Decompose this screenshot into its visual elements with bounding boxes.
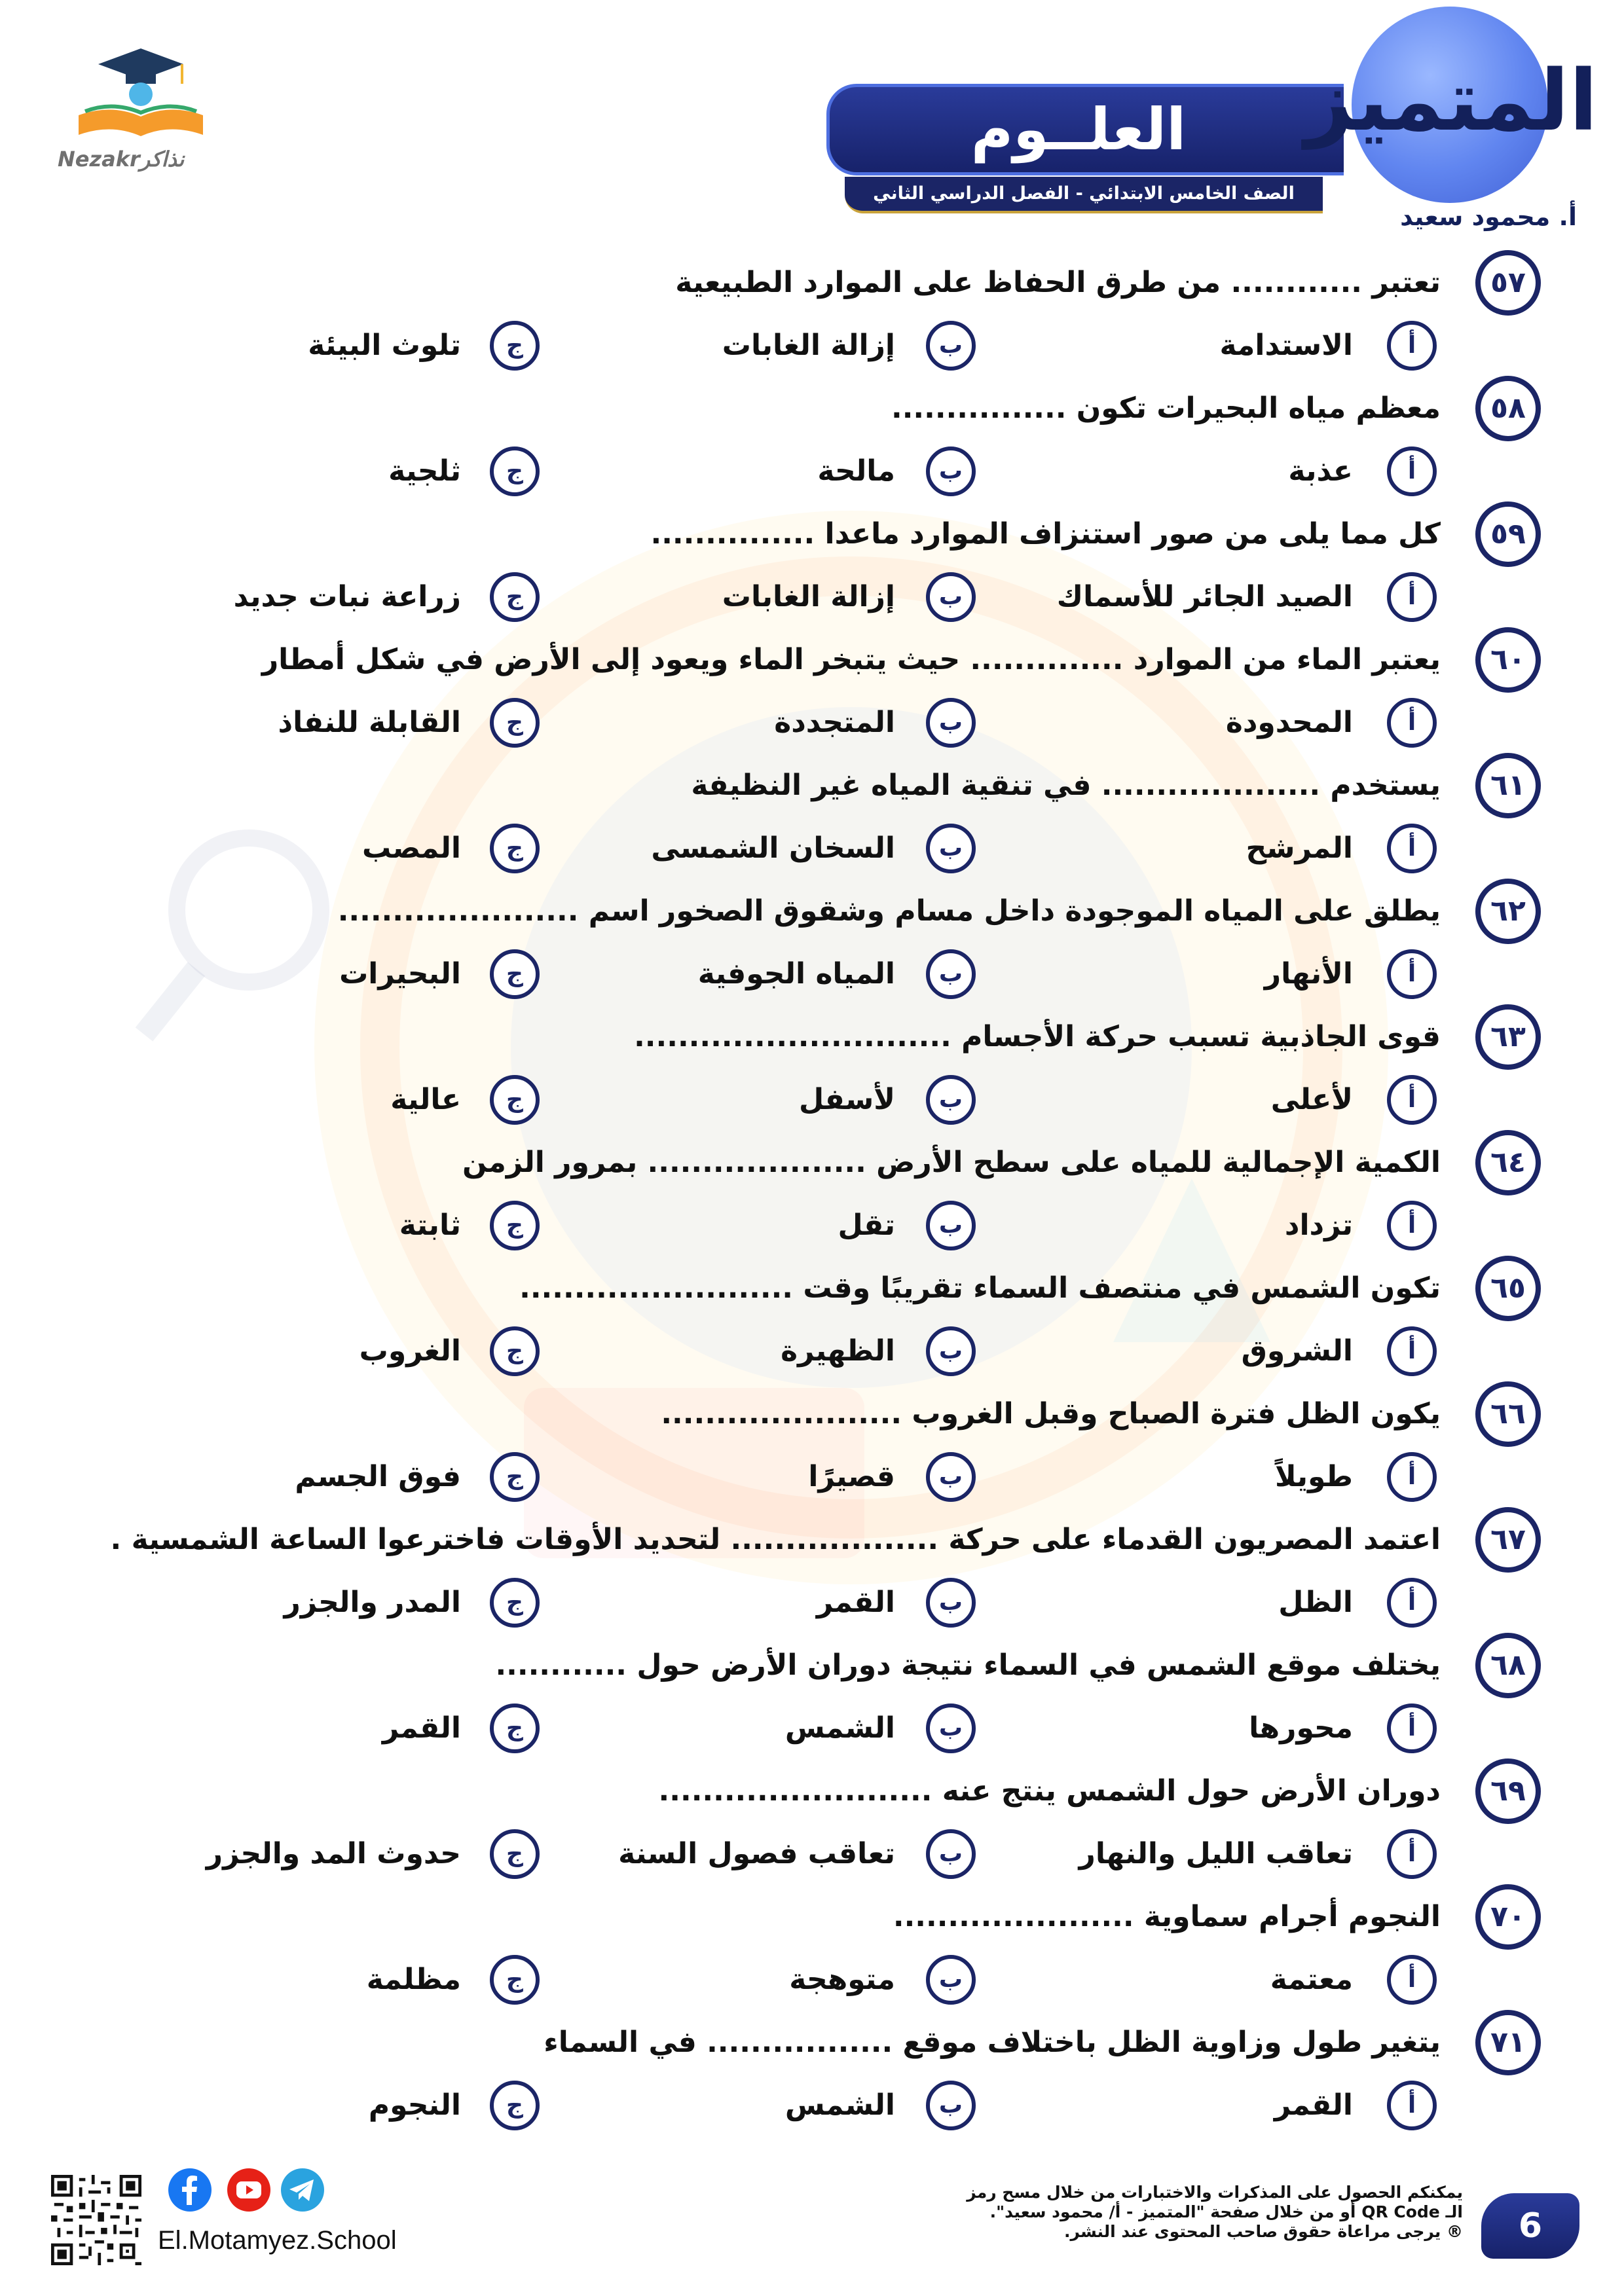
option-a-letter: أ <box>1387 1075 1437 1125</box>
options-row <box>0 566 1624 629</box>
option-b-letter: ب <box>926 1704 976 1753</box>
option-a-letter: أ <box>1387 1829 1437 1879</box>
question-number-badge: ٦١ <box>1475 753 1541 818</box>
question-64 <box>0 1131 1624 1257</box>
option-b-letter: ب <box>926 1201 976 1250</box>
option-a-text: الأنهار <box>1264 957 1353 991</box>
option-b-text: مالحة <box>817 454 895 488</box>
option-b-letter: ب <box>926 698 976 748</box>
question-number-badge: ٧٠ <box>1475 1884 1541 1950</box>
option-c-letter: ج <box>490 1452 540 1502</box>
options-row <box>0 1697 1624 1760</box>
option-b-letter: ب <box>926 1578 976 1628</box>
question-58 <box>0 377 1624 503</box>
question-text: كل مما يلى من صور استنزاف الموارد ماعدا ............... <box>650 517 1441 551</box>
options-row <box>0 1446 1624 1508</box>
grade-term-text: الصف الخامس الابتدائي - الفصل الدراسي الثاني <box>873 183 1295 204</box>
school-handle[interactable]: El.Motamyez.School <box>158 2226 397 2255</box>
option-a-letter: أ <box>1387 1955 1437 2005</box>
question-63 <box>0 1006 1624 1131</box>
option-c-letter: ج <box>490 1578 540 1628</box>
subject-title-bar <box>826 84 1344 175</box>
option-a-text: المحدودة <box>1225 706 1353 739</box>
option-c-text: الغروب <box>359 1334 461 1368</box>
option-a-letter: أ <box>1387 446 1437 496</box>
option-c-text: النجوم <box>368 2088 461 2122</box>
question-60 <box>0 629 1624 754</box>
question-text: معظم مياه البحيرات تكون ................ <box>891 392 1441 425</box>
question-text: النجوم أجرام سماوية ...................... <box>893 1900 1441 1933</box>
options-row <box>0 1823 1624 1886</box>
question-line <box>0 1131 1624 1194</box>
option-c-text: المدر والجزر <box>284 1586 461 1619</box>
option-a-text: لأعلى <box>1270 1083 1353 1116</box>
question-line <box>0 1634 1624 1697</box>
options-row <box>0 1068 1624 1131</box>
options-row <box>0 817 1624 880</box>
option-b-text: الشمس <box>784 2088 895 2122</box>
question-line <box>0 880 1624 943</box>
question-text: يستخدم .................... في تنقية المياه غير النظيفة <box>691 769 1441 802</box>
option-c-text: المصب <box>361 831 461 865</box>
question-61 <box>0 754 1624 880</box>
footer-note-line: يمكنكم الحصول على المذكرات والاختبارات من خلال مسح رمز <box>967 2183 1463 2202</box>
option-c-letter: ج <box>490 1075 540 1125</box>
option-a-text: القمر <box>1274 2088 1353 2122</box>
question-line <box>0 1257 1624 1320</box>
option-c-letter: ج <box>490 1829 540 1879</box>
grade-term-strip <box>845 177 1323 213</box>
option-a-text: معتمة <box>1270 1963 1353 1996</box>
option-b-text: القمر <box>816 1586 895 1619</box>
partner-logo-text <box>58 143 241 175</box>
question-69 <box>0 1760 1624 1886</box>
option-c-letter: ج <box>490 949 540 999</box>
option-b-letter: ب <box>926 321 976 371</box>
option-c-letter: ج <box>490 321 540 371</box>
option-a-text: تزداد <box>1284 1209 1353 1242</box>
option-c-text: ثابتة <box>399 1209 461 1242</box>
question-number-badge: ٦٥ <box>1475 1256 1541 1321</box>
question-line <box>0 629 1624 691</box>
option-c-letter: ج <box>490 698 540 748</box>
question-70 <box>0 1886 1624 2011</box>
option-c-letter: ج <box>490 1326 540 1376</box>
question-line <box>0 377 1624 440</box>
option-b-letter: ب <box>926 1075 976 1125</box>
footer-notes <box>874 2183 1463 2242</box>
question-text: يعتبر الماء من الموارد .............. حيث يتبخر الماء ويعود إلى الأرض في شكل أمطار <box>261 643 1441 676</box>
question-number-badge: ٦٤ <box>1475 1130 1541 1195</box>
option-c-text: القمر <box>382 1711 461 1745</box>
option-a-letter: أ <box>1387 1704 1437 1753</box>
option-a-text: تعاقب الليل والنهار <box>1079 1837 1353 1870</box>
option-b-text: المياه الجوفية <box>697 957 895 991</box>
option-c-letter: ج <box>490 446 540 496</box>
option-c-text: مظلمة <box>366 1963 461 1996</box>
option-b-letter: ب <box>926 949 976 999</box>
option-a-letter: أ <box>1387 1201 1437 1250</box>
question-line <box>0 1760 1624 1823</box>
question-number-badge: ٦٨ <box>1475 1633 1541 1698</box>
option-a-letter: أ <box>1387 1578 1437 1628</box>
question-text: يكون الظل فترة الصباح وقبل الغروب ...................... <box>661 1397 1441 1430</box>
question-text: دوران الأرض حول الشمس ينتج عنه ......................... <box>658 1774 1441 1808</box>
option-a-text: الاستدامة <box>1219 329 1353 362</box>
page-number: 6 <box>1518 2206 1543 2246</box>
question-text: تكون الشمس في منتصف السماء تقريبًا وقت ......................... <box>519 1271 1441 1305</box>
option-a-letter: أ <box>1387 2081 1437 2130</box>
option-a-letter: أ <box>1387 1326 1437 1376</box>
question-line <box>0 754 1624 817</box>
option-b-text: السخان الشمسى <box>651 831 895 865</box>
question-text: قوى الجاذبية تسبب حركة الأجسام ............................. <box>634 1020 1441 1053</box>
option-c-letter: ج <box>490 1955 540 2005</box>
footer-copyright-note: ® يرجى مراعاة حقوق صاحب المحتوى عند النشر. <box>1064 2222 1463 2241</box>
option-b-letter: ب <box>926 1452 976 1502</box>
option-c-text: حدوث المد والجزر <box>206 1837 461 1870</box>
question-59 <box>0 503 1624 629</box>
option-b-text: الظهيرة <box>781 1334 895 1368</box>
options-row <box>0 1948 1624 2011</box>
option-a-text: عذبة <box>1288 454 1353 488</box>
question-number-badge: ٦٧ <box>1475 1507 1541 1573</box>
option-a-letter: أ <box>1387 698 1437 748</box>
option-b-letter: ب <box>926 824 976 873</box>
option-b-text: متوهجة <box>789 1963 895 1996</box>
option-a-letter: أ <box>1387 572 1437 622</box>
page-number-badge <box>1481 2193 1579 2259</box>
question-number-badge: ٦٣ <box>1475 1004 1541 1070</box>
options-row <box>0 1320 1624 1383</box>
question-66 <box>0 1383 1624 1508</box>
question-67 <box>0 1508 1624 1634</box>
question-number-badge: ٥٨ <box>1475 376 1541 441</box>
question-text: يتغير طول وزاوية الظل باختلاف موقع ................. في السماء <box>544 2026 1441 2059</box>
question-number-badge: ٥٧ <box>1475 250 1541 316</box>
options-row <box>0 1571 1624 1634</box>
question-line <box>0 1383 1624 1446</box>
question-number-badge: ٦٦ <box>1475 1381 1541 1447</box>
option-a-text: الصيد الجائر للأسماك <box>1056 580 1353 613</box>
option-c-text: عالية <box>390 1083 461 1116</box>
youtube-icon[interactable] <box>227 2168 270 2212</box>
question-text: اعتمد المصريون القدماء على حركة ................... لتحديد الأوقات فاخترعوا الساعة الشمسية . <box>110 1523 1441 1556</box>
partner-name-arabic: نذاكر <box>139 147 185 172</box>
brand-logo-text: المتميز <box>1304 52 1598 150</box>
option-a-text: الظل <box>1278 1586 1353 1619</box>
option-a-text: طويلاً <box>1275 1460 1353 1493</box>
option-a-text: الشروق <box>1241 1334 1353 1368</box>
question-text: يطلق على المياه الموجودة داخل مسام وشقوق الصخور اسم ...................... <box>337 894 1441 928</box>
question-number-badge: ٦٢ <box>1475 879 1541 944</box>
question-text: الكمية الإجمالية للمياه على سطح الأرض .................... بمرور الزمن <box>462 1146 1441 1179</box>
option-c-text: فوق الجسم <box>295 1460 461 1493</box>
teacher-name: أ. محمود سعيد <box>1400 202 1577 231</box>
question-65 <box>0 1257 1624 1383</box>
option-b-text: تقل <box>838 1209 895 1242</box>
option-b-letter: ب <box>926 572 976 622</box>
question-text: تعتبر ............ من طرق الحفاظ على الموارد الطبيعية <box>675 266 1441 299</box>
options-row <box>0 691 1624 754</box>
option-b-letter: ب <box>926 2081 976 2130</box>
question-line <box>0 2011 1624 2074</box>
options-row <box>0 1194 1624 1257</box>
question-line <box>0 503 1624 566</box>
question-68 <box>0 1634 1624 1760</box>
partner-name-latin: Nezakr <box>58 147 140 172</box>
option-b-text: إزالة الغابات <box>722 329 895 362</box>
option-c-letter: ج <box>490 824 540 873</box>
option-b-text: تعاقب فصول السنة <box>618 1837 895 1870</box>
question-57 <box>0 251 1624 377</box>
option-a-text: المرشح <box>1246 831 1353 865</box>
option-a-letter: أ <box>1387 321 1437 371</box>
option-a-letter: أ <box>1387 1452 1437 1502</box>
option-c-text: تلوث البيئة <box>308 329 461 362</box>
option-b-text: إزالة الغابات <box>722 580 895 613</box>
question-line <box>0 1006 1624 1068</box>
option-b-text: لأسفل <box>799 1083 895 1116</box>
option-a-letter: أ <box>1387 949 1437 999</box>
option-b-letter: ب <box>926 1326 976 1376</box>
option-c-text: ثلجية <box>388 454 461 488</box>
question-71 <box>0 2011 1624 2137</box>
option-c-text: القابلة للنفاذ <box>278 706 461 739</box>
options-row <box>0 943 1624 1006</box>
option-c-text: البحيرات <box>339 957 461 991</box>
option-c-letter: ج <box>490 572 540 622</box>
question-62 <box>0 880 1624 1006</box>
options-row <box>0 440 1624 503</box>
question-line <box>0 251 1624 314</box>
subject-title: العلــوم <box>970 96 1187 163</box>
graduation-book-icon <box>65 43 216 141</box>
option-a-letter: أ <box>1387 824 1437 873</box>
telegram-icon[interactable] <box>281 2168 324 2212</box>
question-number-badge: ٥٩ <box>1475 501 1541 567</box>
option-c-letter: ج <box>490 1704 540 1753</box>
qr-code-icon <box>51 2175 141 2265</box>
option-b-text: الشمس <box>784 1711 895 1745</box>
question-number-badge: ٧١ <box>1475 2010 1541 2075</box>
options-row <box>0 314 1624 377</box>
option-b-letter: ب <box>926 1955 976 2005</box>
option-b-letter: ب <box>926 446 976 496</box>
question-number-badge: ٦٠ <box>1475 627 1541 693</box>
footer-note-line: الـ QR Code أو من خلال صفحة "المتميز - أ/ محمود سعيد". <box>989 2202 1463 2221</box>
option-b-letter: ب <box>926 1829 976 1879</box>
option-c-letter: ج <box>490 1201 540 1250</box>
option-c-text: زراعة نبات جديد <box>233 580 461 613</box>
question-line <box>0 1508 1624 1571</box>
option-b-text: قصيرًا <box>808 1460 895 1493</box>
options-row <box>0 2074 1624 2137</box>
option-a-text: محورها <box>1249 1711 1353 1745</box>
facebook-icon[interactable] <box>168 2168 212 2212</box>
question-text: يختلف موقع الشمس في السماء نتيجة دوران الأرض حول ............ <box>495 1649 1441 1682</box>
option-c-letter: ج <box>490 2081 540 2130</box>
question-number-badge: ٦٩ <box>1475 1758 1541 1824</box>
question-line <box>0 1886 1624 1948</box>
option-b-text: المتجددة <box>774 706 895 739</box>
